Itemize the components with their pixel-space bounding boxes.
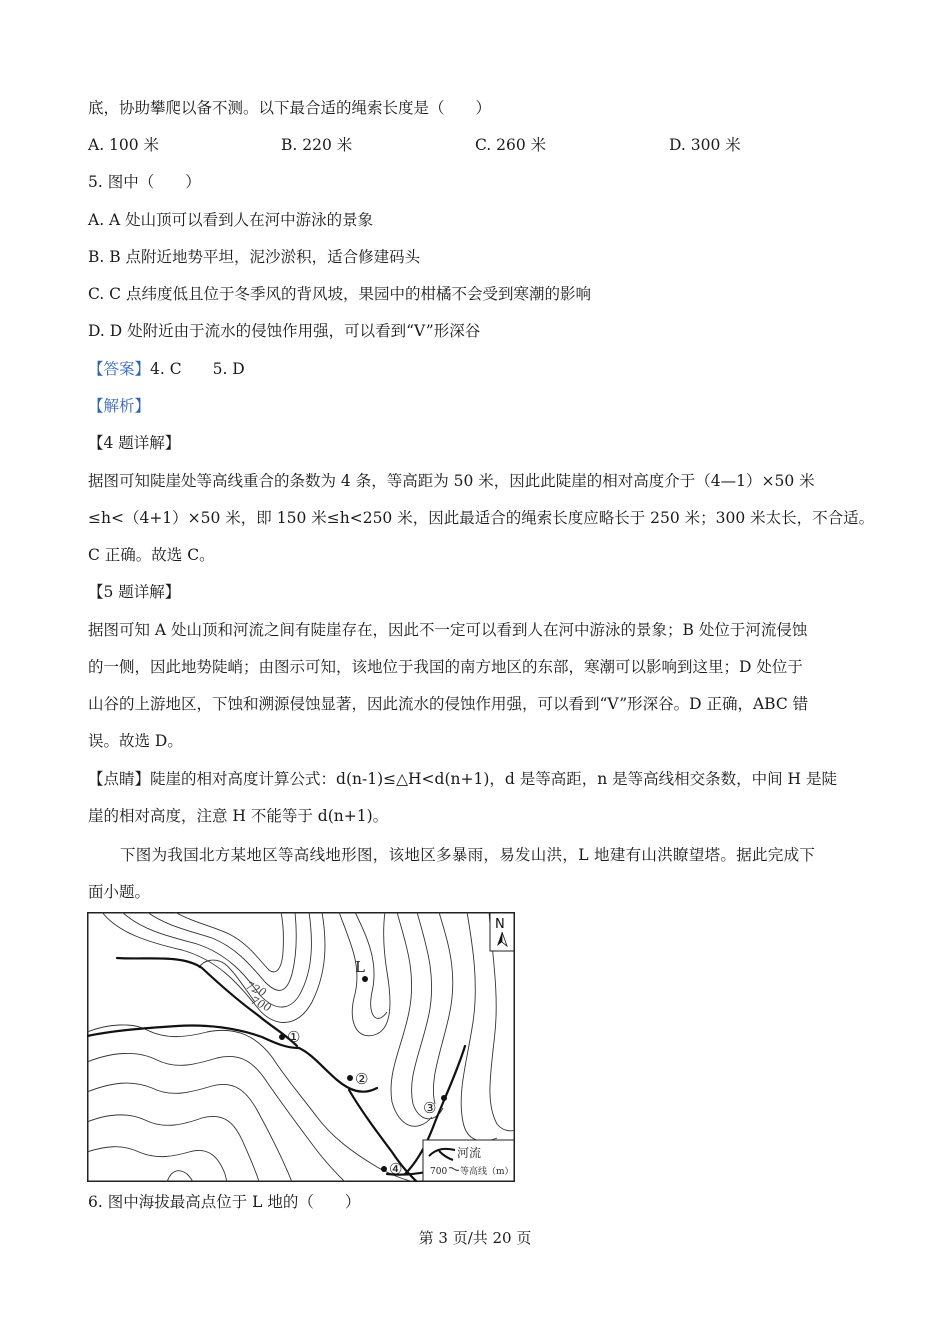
answer-tag: 【答案】 [88, 360, 151, 378]
intro-line-2: 面小题。 [88, 883, 151, 901]
q6-stem: 6. 图中海拔最高点位于 L 地的（ ） [88, 1193, 361, 1211]
q4-option-a: A. 100 米 [88, 136, 160, 154]
legend-river-label: 河流 [457, 1146, 482, 1160]
detail5-line-4: 误。故选 D。 [88, 732, 183, 750]
q5-option-c: C. C 点纬度低且位于冬季风的背风坡，果园中的柑橘不会受到寒潮的影响 [88, 285, 591, 303]
map-point-1: ① [287, 1028, 301, 1046]
analysis-tag: 【解析】 [88, 397, 151, 415]
point-2-dot [347, 1075, 353, 1081]
note-line-2: 崖的相对高度，注意 H 不能等于 d(n+1)。 [88, 807, 389, 825]
detail5-line-1: 据图可知 A 处山顶和河流之间有陡崖存在，因此不一定可以看到人在河中游泳的景象；B 处位于河流侵蚀 [88, 621, 808, 639]
q5-option-a: A. A 处山顶可以看到人在河中游泳的景象 [88, 211, 374, 229]
q4-option-b: B. 220 米 [281, 136, 353, 154]
map-point-4: ④ [389, 1160, 403, 1178]
q5-option-b: B. B 点附近地势平坦，泥沙淤积，适合修建码头 [88, 248, 421, 266]
map-legend [423, 1140, 514, 1181]
contour-label-700: 700 [248, 993, 274, 1015]
detail5-title: 【5 题详解】 [88, 583, 181, 601]
q4-stem-end: 底，协助攀爬以备不测。以下最合适的绳索长度是（ ） [88, 99, 492, 117]
note-text-1: 陡崖的相对高度计算公式：d(n-1)≤△H<d(n+1)，d 是等高距，n 是等高线相交条数，中间 H 是陡 [150, 770, 838, 788]
detail4-title: 【4 题详解】 [88, 434, 181, 452]
answer-line [88, 359, 245, 379]
north-arrow [490, 913, 514, 951]
note-line-1 [88, 769, 837, 789]
intro-line-1: 下图为我国北方某地区等高线地形图，该地区多暴雨，易发山洪，L 地建有山洪瞭望塔。据此完成下 [120, 846, 816, 864]
point-4-dot [381, 1166, 387, 1172]
map-point-2: ② [355, 1070, 369, 1088]
point-3-dot [441, 1095, 447, 1101]
note-tag: 【点睛】 [88, 770, 151, 788]
q4-option-c: C. 260 米 [475, 136, 547, 154]
point-l-dot [362, 976, 368, 982]
contour-label-720: 720 [243, 978, 269, 1000]
legend-contour-label: 等高线（m） [460, 1167, 514, 1177]
page-footer: 第 3 页/共 20 页 [418, 1229, 532, 1247]
map-label-l: L [355, 958, 365, 976]
detail4-line-2: ≤h<（4+1）×50 米，即 150 米≤h<250 米，因此最适合的绳索长度应略长于 250 米；300 米太长，不合适。 [88, 509, 875, 527]
point-1-dot [279, 1034, 285, 1040]
q4-option-d: D. 300 米 [669, 136, 741, 154]
detail5-line-3: 山谷的上游地区，下蚀和溯源侵蚀显著，因此流水的侵蚀作用强，可以看到“V”形深谷。D 正确，ABC 错 [88, 695, 809, 713]
answer-text: 4. C 5. D [150, 360, 245, 378]
q5-stem: 5. 图中（ ） [88, 173, 201, 191]
detail5-line-2: 的一侧，因此地势陡峭；由图示可知，该地位于我国的南方地区的东部，寒潮可以影响到这里；D 处位于 [88, 658, 803, 676]
map-point-3: ③ [423, 1099, 437, 1117]
legend-contour-value: 700 [430, 1167, 448, 1177]
detail4-line-3: C 正确。故选 C。 [88, 546, 215, 564]
north-label: N [495, 917, 505, 932]
contour-map [87, 912, 515, 1182]
detail4-line-1: 据图可知陡崖处等高线重合的条数为 4 条，等高距为 50 米，因此此陡崖的相对高度介于（4—1）×50 米 [88, 472, 815, 490]
q5-option-d: D. D 处附近由于流水的侵蚀作用强，可以看到“V”形深谷 [88, 322, 481, 340]
